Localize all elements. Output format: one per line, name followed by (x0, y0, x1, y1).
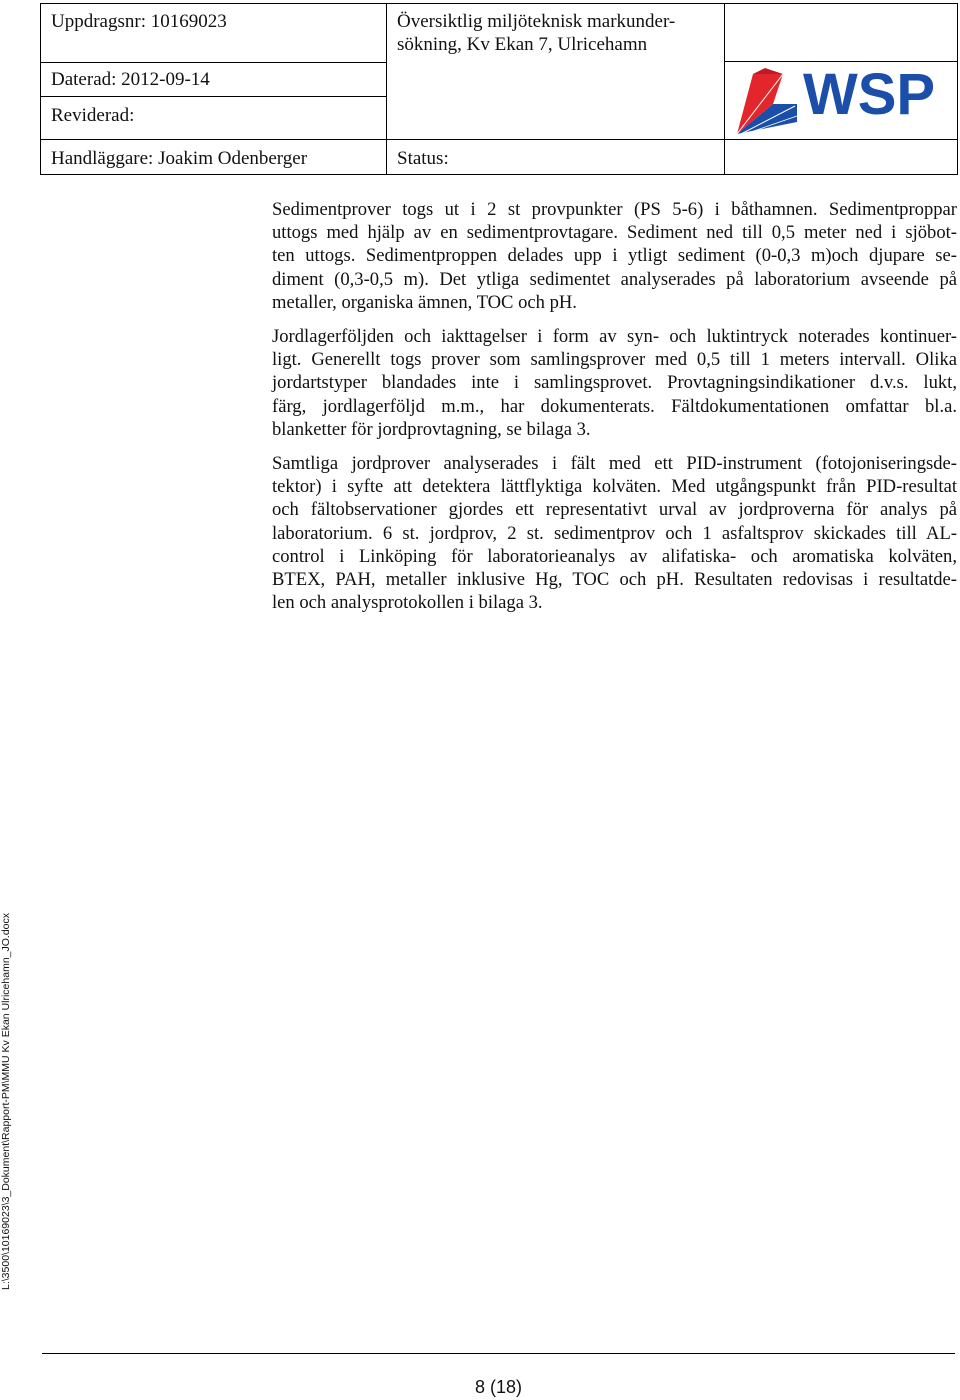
text-line: Sedimentprover togs ut i 2 st provpunkter (PS 5-6) i båthamnen. Sedimentproppar (272, 199, 957, 220)
header-divider-1 (386, 3, 387, 175)
text-line: Jordlagerföljden och iakttagelser i form av syn- och luktintryck noterades kontinuer- (272, 326, 957, 348)
document-title-line-1: Översiktlig miljöteknisk markunder- (397, 11, 676, 32)
text-line: laboratorium. 6 st. jordprov, 2 st. sedimentprov och 1 asfaltsprov skickades till AL- (272, 522, 957, 544)
wsp-logo-wordmark: WSP (803, 64, 936, 127)
text-line: färg, jordlagerföljd m.m., har dokumenterats. Fältdokumentationen omfattar bl.a. (272, 395, 957, 417)
text-line: ten uttogs. Sedimentproppen delades upp i ytligt sediment (0-0,3 m)och djupare se- (272, 245, 957, 267)
status-field: Status: (397, 148, 449, 169)
footer-rule (42, 1353, 955, 1354)
text-line: Samtliga jordprover analyserades i fält med ett PID-instrument (fotojoniseringsde- (272, 453, 957, 475)
header-rule-3 (40, 139, 958, 140)
document-title-line-2: sökning, Kv Ekan 7, Ulricehamn (397, 34, 648, 55)
header-divider-2 (724, 3, 725, 175)
revised-field: Reviderad: (51, 105, 135, 126)
body-paragraph (272, 452, 957, 614)
page-number: 8 (18) (474, 1377, 523, 1397)
handler-field: Handläggare: Joakim Odenberger (51, 148, 308, 169)
body-paragraph (272, 325, 957, 441)
header-rule-2 (40, 96, 386, 97)
text-line: ligt. Generellt togs prover som samlingsprover med 0,5 till 1 meters intervall. Olika (272, 349, 957, 371)
text-line: metaller, organiska ämnen, TOC och pH. (272, 291, 577, 313)
text-line: jordartstyper blandades inte i samlingsprovet. Provtagningsindikationer d.v.s. lukt, (272, 372, 957, 394)
date-field: Daterad: 2012-09-14 (51, 69, 210, 90)
text-line: BTEX, PAH, metaller inklusive Hg, TOC och pH. Resultaten redovisas i resultatde- (272, 569, 957, 591)
text-line: len och analysprotokollen i bilaga 3. (272, 592, 543, 614)
text-line: och fältobservationer gjordes ett representativt urval av jordproverna för analys på (272, 499, 957, 521)
text-line: diment (0,3-0,5 m). Det ytliga sedimentet analyserades på laboratorium avseende på (272, 268, 957, 290)
header-rule-logo (724, 61, 958, 62)
text-line: blanketter för jordprovtagning, se bilaga 3. (272, 418, 591, 440)
text-line: control i Linköping för laboratorieanalys av alifatiska- och aromatiska kolväten, (272, 545, 957, 567)
text-line: uttogs med hjälp av en sedimentprovtagare. Sediment ned till 0,5 meter ned i sjöbot- (272, 222, 957, 244)
file-path: L:\3500\10169023\3_Dokument\Rapport-PM\MMU Kv Ekan Ulricehamn_JO.docx (0, 912, 12, 1290)
header-rule-1 (40, 62, 386, 63)
wsp-logo (735, 64, 950, 136)
body-paragraph (272, 198, 957, 314)
project-number: Uppdragsnr: 10169023 (51, 11, 227, 32)
body-text (272, 198, 957, 625)
text-line: tektor) i syfte att detektera lättflyktiga kolväten. Med utgångspunkt från PID-resultat (272, 476, 957, 498)
